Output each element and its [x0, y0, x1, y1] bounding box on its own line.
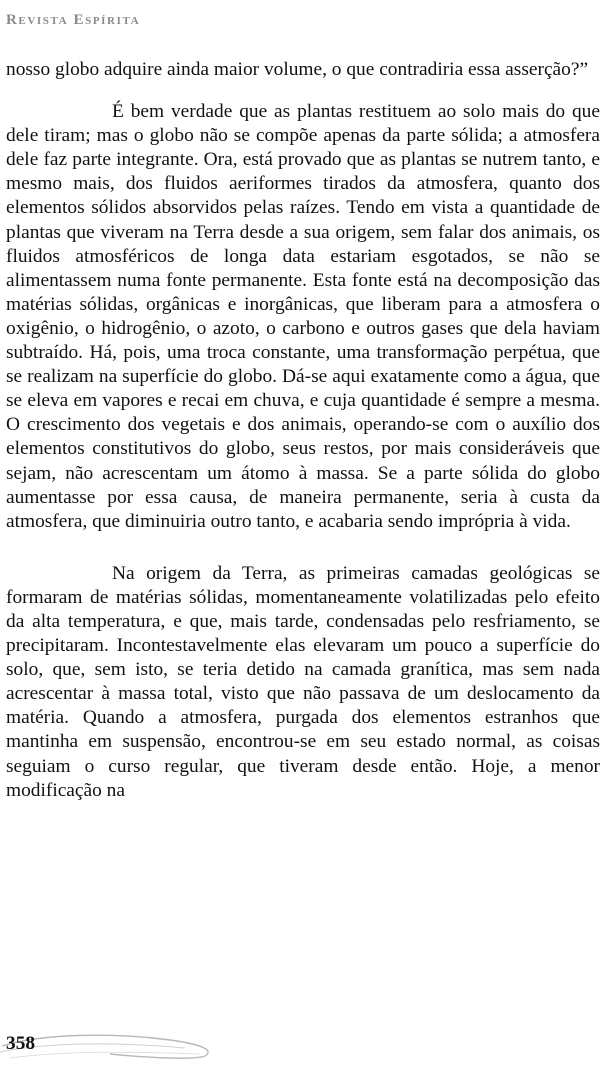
- paragraph-continuation: nosso globo adquire ainda maior volume, o que contradiria essa asserção?”: [6, 59, 589, 80]
- body-text: [6, 58, 600, 803]
- paragraph: Na origem da Terra, as primeiras camadas geológicas se formaram de matérias sólidas, momentaneamente volatilizadas pelo efeito da alta temperatura, e que, mais tarde, condensadas pelo resfriamento, se precipitaram. Incontestavelmente elas elevaram um pouco a superfície do solo, que, sem isto, se teria detido na camada granítica, mas sem nada acrescentar à massa total, visto que não passava de um deslocamento da matéria. Quando a atmosfera, purgada dos elementos estranhos que mantinha em suspensão, encontrou-se em seu estado normal, as coisas seguiam o curso regular, que tiveram desde então. Hoje, a menor modificação na: [6, 562, 600, 801]
- page-number: 358: [6, 1033, 36, 1054]
- paragraph: É bem verdade que as plantas restituem ao solo mais do que dele tiram; mas o globo não se compõe apenas da parte sólida; a atmosfera dele faz parte integrante. Ora, está provado que as plantas se nutrem tanto, e mesmo mais, dos fluidos aeriformes tirados da atmosfera, quanto dos elementos sólidos absorvidos pelas raízes. Tendo em vista a quantidade de plantas que viveram na Terra desde a sua origem, sem falar dos animais, os fluidos atmosféricos de longa data estariam esgotados, se não se alimentassem numa fonte permanente. Esta fonte está na decomposição das matérias sólidas, orgânicas e inorgânicas, que liberam para a atmosfera o oxigênio, o hidrogênio, o azoto, o carbono e outros gases que dela haviam subtraído. Há, pois, uma troca constante, uma transformação perpétua, que se realizam na superfície do globo. Dá-se aqui exatamente como a água, que se eleva em vapores e recai em chuva, e cuja quantidade é sempre a mesma. O crescimento dos vegetais e dos animais, operando-se com o auxílio dos elementos constitutivos do globo, seus restos, por mais consideráveis que sejam, não acrescentam um átomo à massa. Se a parte sólida do globo aumentasse por essa causa, de maneira permanente, seria à custa da atmosfera, que diminuiria outro tanto, e acabaria sendo imprópria à vida.: [6, 101, 600, 532]
- running-header: Revista Espírita: [6, 12, 141, 28]
